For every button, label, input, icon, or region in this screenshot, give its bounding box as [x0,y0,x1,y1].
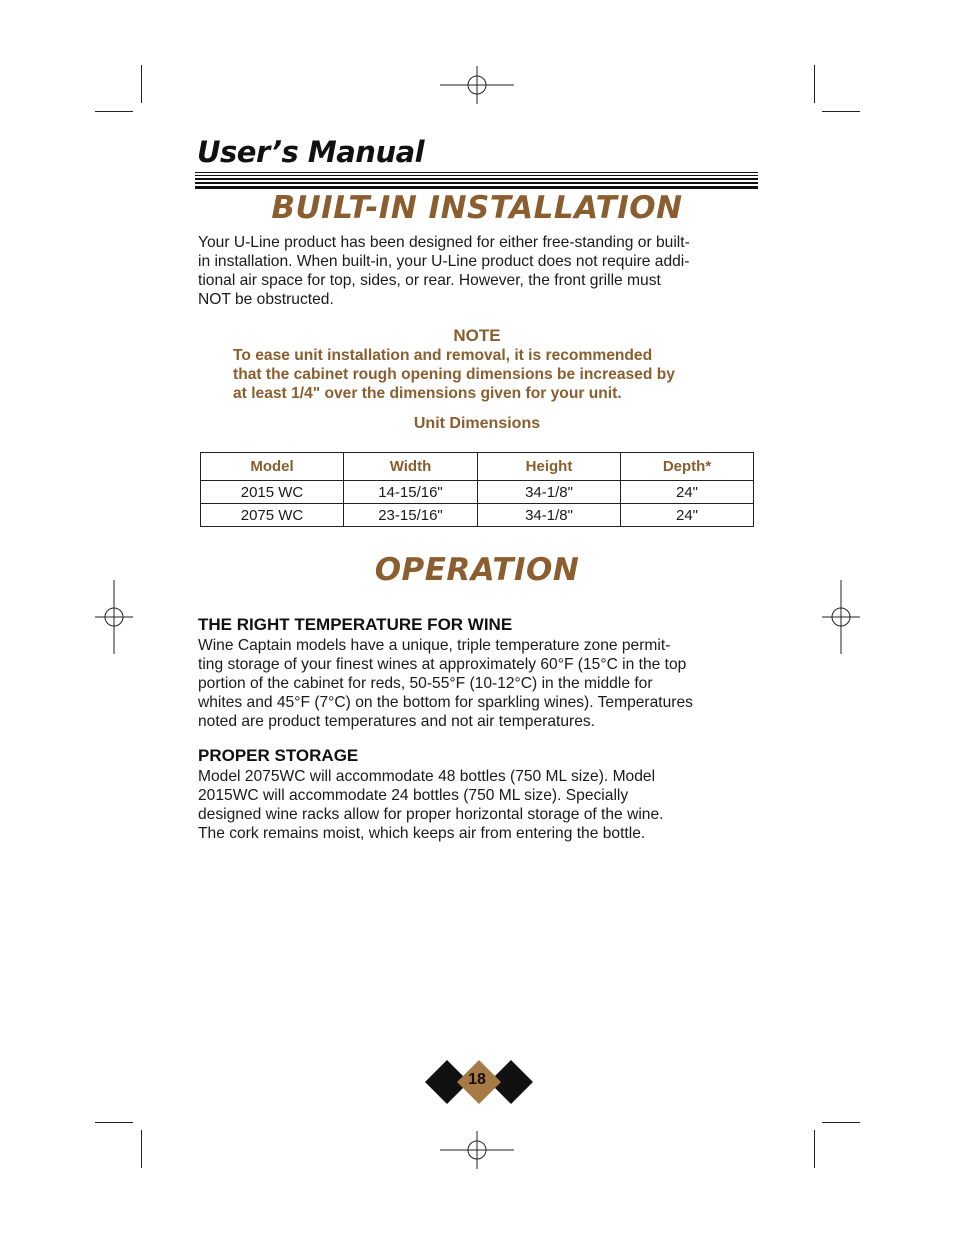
table-cell: 2015 WC [201,481,344,504]
table-cell: 2075 WC [201,504,344,527]
registration-mark-icon [440,1131,514,1169]
text-line: in installation. When built-in, your U-Line product does not require addi- [198,253,690,270]
table-caption: Unit Dimensions [413,415,541,432]
text-line: Your U-Line product has been designed for either free-standing or built- [198,234,690,251]
crop-mark [95,111,133,112]
text-line: that the cabinet rough opening dimensions be increased by [233,366,675,383]
header-rule [195,172,758,191]
page-number: 18 [468,1071,486,1088]
registration-mark-icon [95,580,133,654]
crop-mark [814,65,815,103]
unit-dimensions-table [200,452,754,527]
column-header: Height [478,453,621,481]
crop-mark [814,1130,815,1168]
note-body [233,346,721,403]
table-cell: 24" [621,504,754,527]
table-row [201,504,754,527]
table-cell: 23-15/16" [344,504,478,527]
text-line: whites and 45°F (7°C) on the bottom for sparkling wines). Temperatures [198,694,693,711]
column-header: Depth* [621,453,754,481]
text-line: noted are product temperatures and not air temperatures. [198,713,596,730]
text-line: NOT be obstructed. [198,291,334,308]
storage-body [198,767,756,843]
installation-title: BUILT-IN INSTALLATION [271,190,683,226]
crop-mark [141,1130,142,1168]
note-heading: NOTE [453,326,501,345]
table-cell: 14-15/16" [344,481,478,504]
text-line: portion of the cabinet for reds, 50-55°F (10-12°C) in the middle for [198,675,653,692]
text-line: 2015WC will accommodate 24 bottles (750 ML size). Specially [198,787,629,804]
table-cell: 24" [621,481,754,504]
registration-mark-icon [440,66,514,104]
column-header: Model [201,453,344,481]
operation-title: OPERATION [374,552,580,588]
registration-mark-icon [822,580,860,654]
table-cell: 34-1/8" [478,504,621,527]
table-header-row [201,453,754,481]
text-line: ting storage of your finest wines at approximately 60°F (15°C in the top [198,656,687,673]
crop-mark [822,111,860,112]
text-line: Wine Captain models have a unique, triple temperature zone permit- [198,637,671,654]
storage-heading: PROPER STORAGE [198,746,359,765]
crop-mark [822,1122,860,1123]
crop-mark [95,1122,133,1123]
text-line: designed wine racks allow for proper horizontal storage of the wine. [198,806,664,823]
manual-title: User’s Manual [197,135,425,169]
temperature-heading: THE RIGHT TEMPERATURE FOR WINE [198,615,513,634]
text-line: at least 1/4" over the dimensions given for your unit. [233,385,622,402]
installation-body [198,233,756,309]
column-header: Width [344,453,478,481]
text-line: Model 2075WC will accommodate 48 bottles (750 ML size). Model [198,768,656,785]
text-line: The cork remains moist, which keeps air from entering the bottle. [198,825,646,842]
table-row [201,481,754,504]
crop-mark [141,65,142,103]
temperature-body [198,636,756,731]
text-line: To ease unit installation and removal, it is recommended [233,347,653,364]
text-line: tional air space for top, sides, or rear. However, the front grille must [198,272,661,289]
table-cell: 34-1/8" [478,481,621,504]
